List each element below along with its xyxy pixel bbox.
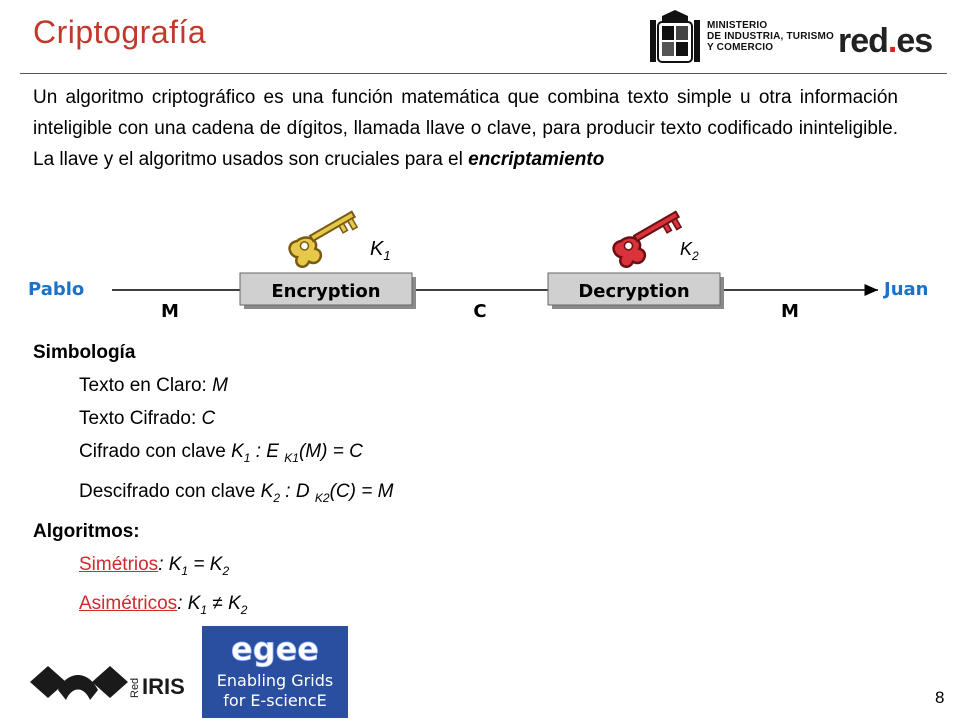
decryption-label: Decryption (578, 281, 690, 302)
intro-text: Un algoritmo criptográfico es una función matemática que combina texto simple u otra información inteligible con una cadena de dígitos, llamada llave o clave, para producir texto codificado ininteligible. La llave y el algoritmo usados son cruciales para el (33, 87, 898, 170)
sender-label: Pablo (28, 279, 85, 300)
symmetric-row: Simétrios: $K_1 = K_2$ (79, 553, 230, 578)
reds-logo-end: es (896, 22, 933, 60)
simbologia-heading: Simbología (33, 342, 136, 363)
algoritmos-heading: Algoritmos: (33, 520, 140, 542)
page-title: Criptografía (33, 14, 207, 50)
rediris-text: IRIS (142, 674, 185, 699)
page-number: 8 (935, 688, 945, 707)
ministry-text (707, 20, 834, 53)
encryption-row: Cifrado con clave $K_1$ : E $_{K1}$(M) = C (79, 441, 363, 465)
ministry-line: DE INDUSTRIA, TURISMO (707, 31, 834, 42)
ministry-line: MINISTERIO (707, 20, 768, 31)
decryption-row: Descifrado con clave $K_2$ : D $_{K2}$(C) = M (79, 480, 394, 505)
rediris-mark-icon (30, 666, 128, 700)
key-gold-icon (287, 209, 365, 271)
symbols-section (33, 336, 393, 627)
egee-logo (202, 626, 348, 718)
egee-line1: Enabling Grids (216, 671, 334, 690)
key2-label: $K_2$ (680, 239, 699, 263)
message-in-label: M (161, 301, 179, 322)
egee-wordmark: egee (230, 630, 320, 668)
reds-logo-dot: . (887, 22, 897, 60)
intro-paragraph (33, 82, 898, 175)
asymmetric-link[interactable]: Asimétricos (79, 593, 178, 615)
intro-emphasis: encriptamiento (468, 149, 605, 170)
asymmetric-row: Asimétricos: $K_1 \ne K_2$ (79, 593, 248, 618)
rediris-logo (28, 660, 185, 708)
cipher-label: C (473, 301, 487, 322)
reds-logo-main: red (838, 22, 888, 60)
encryption-diagram (0, 205, 960, 335)
plain-text-row: Texto en Claro: M (79, 375, 228, 396)
cipher-text-row: Texto Cifrado: C (79, 408, 216, 429)
message-out-label: M (781, 301, 799, 322)
key-red-icon (611, 209, 689, 271)
header-divider (20, 73, 947, 74)
rediris-prefix: Red (129, 677, 141, 698)
key1-label: $K_1$ (370, 238, 391, 263)
egee-line2: for E-sciencE (223, 691, 327, 710)
symmetric-link[interactable]: Simétrios (79, 553, 159, 575)
receiver-label: Juan (884, 279, 929, 300)
ministry-line: Y COMERCIO (707, 42, 774, 53)
encryption-label: Encryption (271, 281, 381, 302)
coat-of-arms-icon (650, 10, 700, 62)
reds-logo (838, 22, 932, 61)
